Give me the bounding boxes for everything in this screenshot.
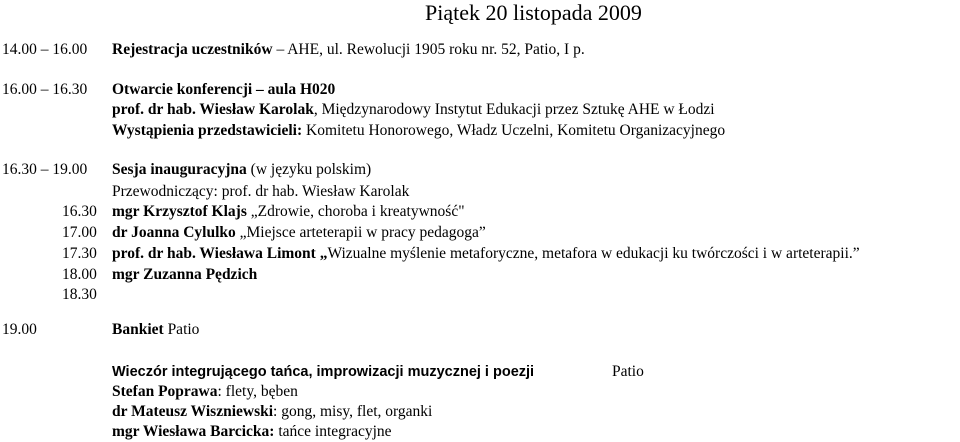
evening-event-venue: Patio [612,363,644,380]
performer-name: mgr Wiesława Barcicka: [112,423,275,440]
program-item [112,244,860,264]
performer-name: dr Mateusz Wiszniewski [112,403,274,420]
performer [112,382,298,402]
program-item [112,121,725,141]
item-title: Sesja inauguracyjna [112,161,247,178]
program-item [112,160,371,180]
time-cell: 19.00 [2,321,37,338]
item-detail: (w języku polskim) [246,161,372,178]
performer [112,402,432,422]
time-cell: 16.30 – 19.00 [2,161,88,178]
page-title: Piątek 20 listopada 2009 [425,0,642,25]
performer-role: tańce integracyjne [274,423,392,440]
time-cell: 18.30 [62,286,97,303]
performer-role: : gong, misy, flet, organki [273,403,433,420]
program-item [112,320,199,340]
item-detail: Komitetu Honorowego, Władz Uczelni, Komitetu Organizacyjnego [302,122,726,139]
performer-name: Stefan Poprawa [112,383,218,400]
item-title: Wystąpienia przedstawicieli: [112,122,303,139]
time-cell: 18.00 [62,266,97,283]
item-title: Otwarcie konferencji – aula H020 [112,81,336,98]
time-cell: 16.00 – 16.30 [2,81,88,98]
item-title: Rejestracja uczestników [112,41,273,58]
time-cell: 17.00 [62,224,97,241]
time-cell: 17.30 [62,245,97,262]
program-item [112,202,465,222]
time-cell: 14.00 – 16.00 [2,41,88,58]
item-title: prof. dr hab. Wiesław Karolak [112,101,314,118]
chairperson: Przewodniczący: prof. dr hab. Wiesław Karolak [112,183,410,200]
speaker-name: dr Joanna Cylulko [112,224,236,241]
evening-event-title: Wieczór integrującego tańca, improwizacji muzycznej i poezji [112,364,535,380]
item-detail: , Międzynarodowy Instytut Edukacji przez Sztukę AHE w Łodzi [313,101,715,118]
item-detail: Patio [163,321,200,338]
speaker-name: prof. dr hab. Wiesława Limont „ [112,245,328,262]
item-title: Bankiet [112,321,164,338]
program-item [112,100,715,120]
talk-title: „Zdrowie, choroba i kreatywność" [246,203,465,220]
speaker-name: mgr Zuzanna Pędzich [112,266,258,283]
time-cell: 16.30 [62,203,97,220]
talk-title: „Miejsce arteterapii w pracy pedagoga” [235,224,486,241]
performer-role: : flety, bęben [217,383,298,400]
talk-title: Wizualne myślenie metaforyczne, metafora w edukacji ku twórczości i w arteterapii.” [327,245,860,262]
speaker-name: mgr Krzysztof Klajs [112,203,247,220]
performer [112,422,392,442]
program-item [112,223,486,243]
item-detail: – AHE, ul. Rewolucji 1905 roku nr. 52, Patio, I p. [272,41,585,58]
program-item [112,40,585,60]
